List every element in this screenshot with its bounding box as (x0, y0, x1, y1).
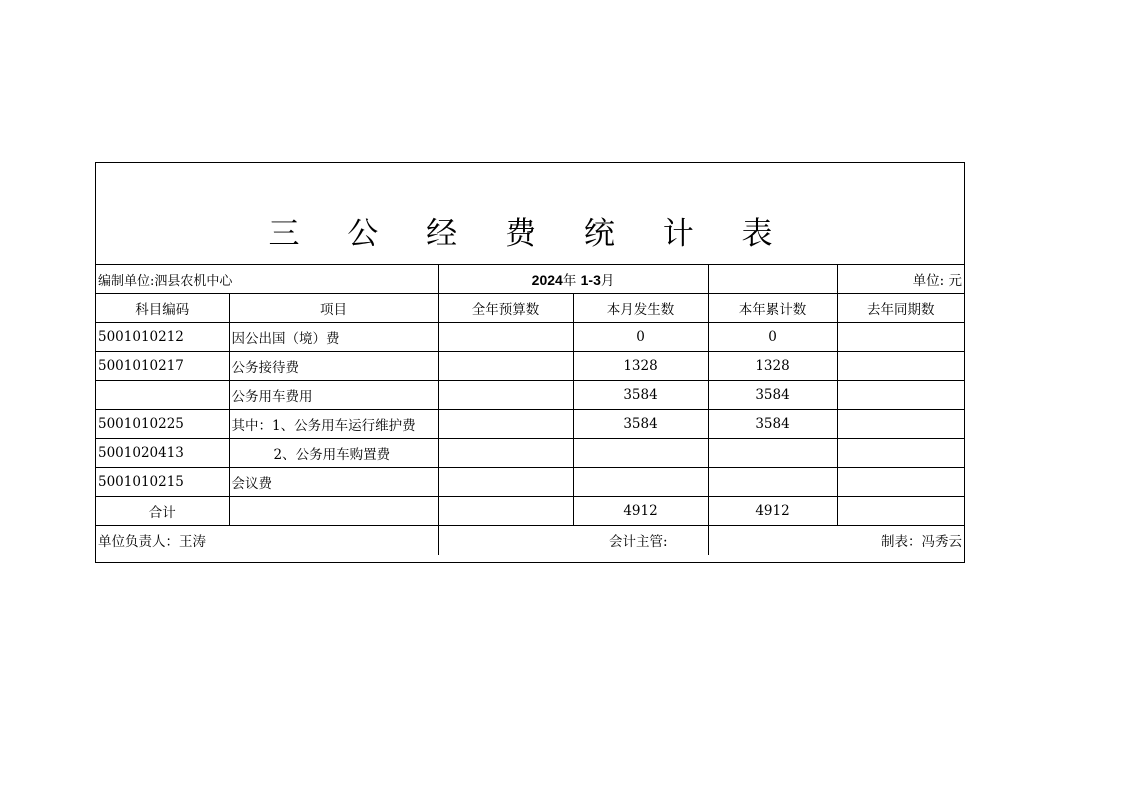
account-code: 5001010212 (96, 323, 229, 352)
budget-value (438, 410, 573, 439)
table-row (96, 410, 964, 439)
header-row (96, 294, 964, 323)
last-year-value (837, 439, 964, 468)
account-code: 5001020413 (96, 439, 229, 468)
column-header-ytd: 本年累计数 (708, 294, 837, 323)
column-header-last-year: 去年同期数 (837, 294, 964, 323)
item-name: 会议费 (229, 468, 438, 497)
account-code: 5001010217 (96, 352, 229, 381)
column-header-month: 本月发生数 (573, 294, 708, 323)
month-value: 1328 (573, 352, 708, 381)
item-name: 因公出国（境）费 (229, 323, 438, 352)
org-label: 编制单位:泗县农机中心 (96, 265, 438, 294)
expense-table (96, 264, 964, 555)
ytd-value: 1328 (708, 352, 837, 381)
account-code: 5001010225 (96, 410, 229, 439)
ytd-value (708, 468, 837, 497)
period-year-number: 2024 (531, 272, 563, 288)
column-header-code: 科目编码 (96, 294, 229, 323)
period-month-char: 月 (600, 273, 615, 289)
period-range: 1-3 (580, 272, 601, 288)
item-name: 2、公务用车购置费 (229, 439, 438, 468)
total-budget (438, 497, 573, 526)
table-row (96, 439, 964, 468)
page-title: 三 公 经 费 统 计 表 (268, 216, 792, 252)
budget-value (438, 352, 573, 381)
total-month: 4912 (573, 497, 708, 526)
month-value (573, 468, 708, 497)
total-label: 合计 (96, 497, 229, 526)
month-value: 0 (573, 323, 708, 352)
item-name: 其中：1、公务用车运行维护费 (229, 410, 438, 439)
column-header-item: 项目 (229, 294, 438, 323)
last-year-value (837, 323, 964, 352)
blank-cell (708, 265, 837, 294)
period-label (438, 265, 708, 294)
last-year-value (837, 410, 964, 439)
total-ytd: 4912 (708, 497, 837, 526)
last-year-value (837, 381, 964, 410)
period-year-char: 年 (562, 273, 577, 289)
table-row (96, 468, 964, 497)
month-value (573, 439, 708, 468)
budget-value (438, 439, 573, 468)
title-row (96, 163, 964, 265)
budget-value (438, 468, 573, 497)
total-row (96, 497, 964, 526)
accounting-supervisor: 会计主管: (438, 526, 708, 555)
budget-value (438, 323, 573, 352)
total-item (229, 497, 438, 526)
account-code: 5001010215 (96, 468, 229, 497)
preparer: 制表：冯秀云 (708, 526, 964, 555)
table-row (96, 323, 964, 352)
column-header-budget: 全年预算数 (438, 294, 573, 323)
table-row (96, 381, 964, 410)
total-last-year (837, 497, 964, 526)
month-value: 3584 (573, 381, 708, 410)
month-value: 3584 (573, 410, 708, 439)
ytd-value: 0 (708, 323, 837, 352)
item-name: 公务接待费 (229, 352, 438, 381)
account-code (96, 381, 229, 410)
last-year-value (837, 352, 964, 381)
table-row (96, 352, 964, 381)
ytd-value: 3584 (708, 410, 837, 439)
unit-head: 单位负责人：王涛 (96, 526, 438, 555)
ytd-value: 3584 (708, 381, 837, 410)
footer-row (96, 526, 964, 555)
ytd-value (708, 439, 837, 468)
info-row (96, 265, 964, 294)
expense-statistics-sheet (95, 162, 965, 563)
item-name: 公务用车费用 (229, 381, 438, 410)
budget-value (438, 381, 573, 410)
unit-label: 单位: 元 (837, 265, 964, 294)
last-year-value (837, 468, 964, 497)
